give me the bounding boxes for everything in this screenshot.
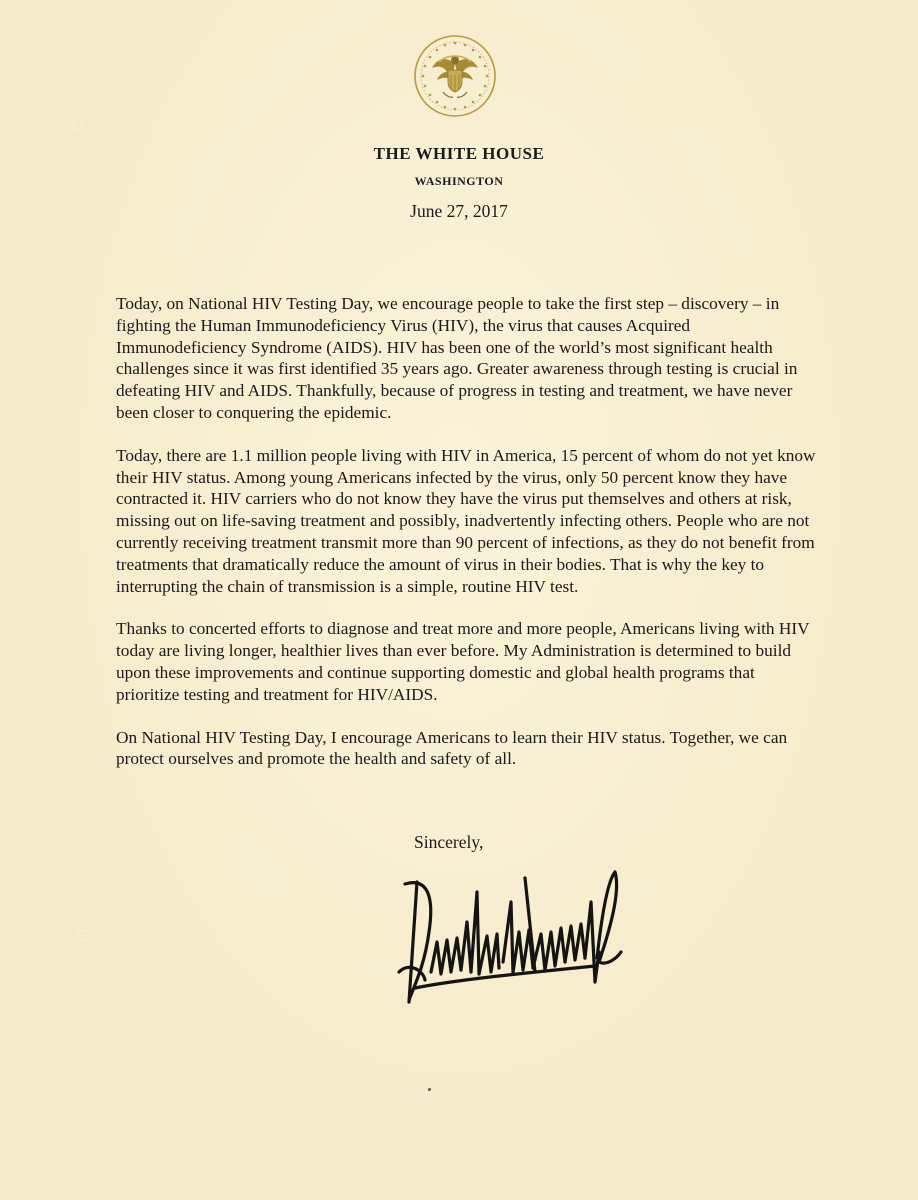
body-paragraph: Today, on National HIV Testing Day, we encourage people to take the first step – discovery – in fighting the Human Immunodeficiency Virus (HIV), the virus that causes Acquired Immunodeficiency Syndrome (AIDS). HIV has been one of the world’s most significant health challenges since it was first identified 35 years ago. Greater awareness through testing is crucial in defeating HIV and AIDS. Thankfully, because of progress in testing and treatment, we have never been closer to conquering the epidemic.	[116, 294, 798, 422]
paper-speck	[428, 1088, 431, 1091]
letterhead-title: THE WHITE HOUSE	[373, 144, 545, 163]
letterhead-location: WASHINGTON	[414, 174, 504, 188]
handwritten-signature-icon	[395, 862, 625, 1012]
letter-closing: Sincerely,	[414, 832, 484, 852]
body-paragraph: On National HIV Testing Day, I encourage Americans to learn their HIV status. Together, we can protect ourselves and promote the health and safety of all.	[116, 727, 788, 769]
paper-watermark: ○	[70, 110, 89, 139]
letter-date: June 27, 2017	[410, 201, 508, 221]
letter-body	[116, 293, 816, 791]
paper-watermark: ○	[75, 920, 94, 949]
body-paragraph: Thanks to concerted efforts to diagnose and treat more and more people, Americans living with HIV today are living longer, healthier lives than ever before. My Administration is determined to build upon these improvements and continue supporting domestic and global health programs that prioritize testing and treatment for HIV/AIDS.	[116, 619, 810, 704]
body-paragraph: Today, there are 1.1 million people living with HIV in America, 15 percent of whom do not yet know their HIV status. Among young Americans infected by the virus, only 50 percent know they have contracted it. HIV carriers who do not know they have the virus put themselves and others at risk, missing out on life-saving treatment and possibly, inadvertently infecting others. People who are not currently receiving treatment transmit more than 90 percent of infections, as they do not benefit from treatments that dramatically reduce the amount of virus in their bodies. That is why the key to interrupting the chain of transmission is a simple, routine HIV test.	[116, 445, 816, 596]
presidential-seal-icon	[413, 34, 497, 118]
